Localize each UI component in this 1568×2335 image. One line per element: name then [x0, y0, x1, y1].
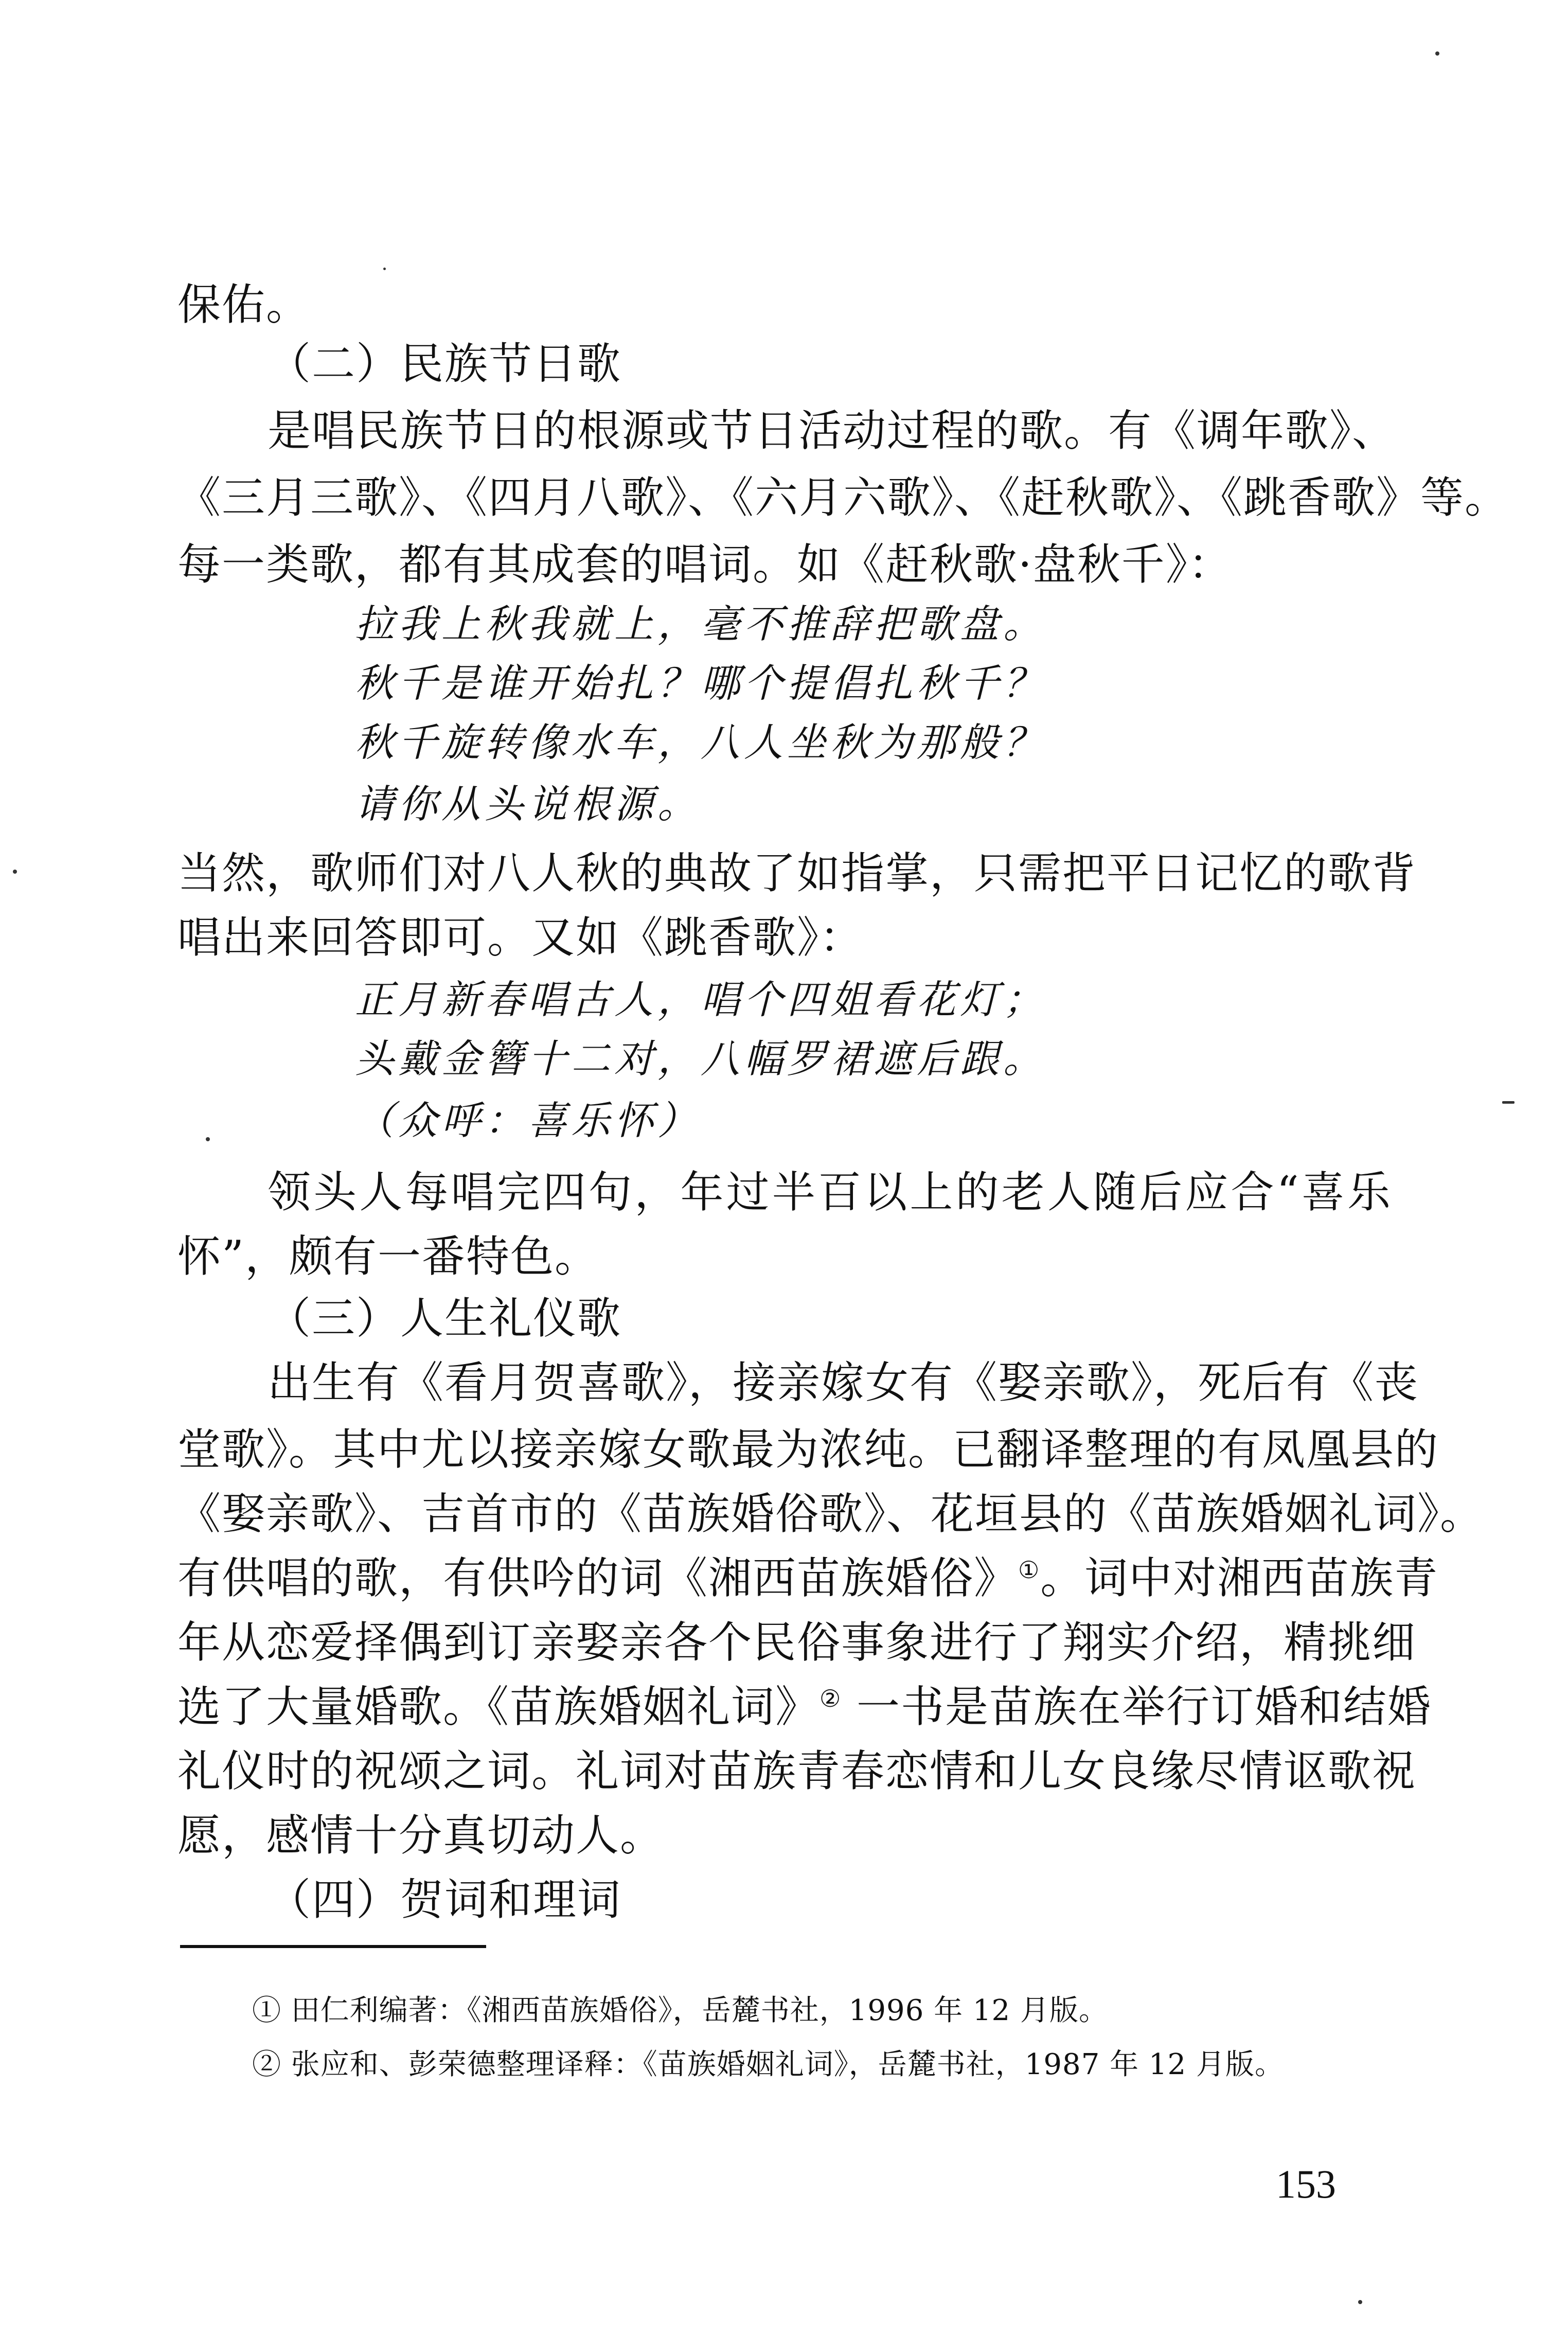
- scan-speck: [1435, 51, 1439, 56]
- paragraph-line: 年从恋爱择偶到订亲娶亲各个民俗事象进行了翔实介绍，精挑细: [177, 1617, 1417, 1668]
- page-number: 153: [1276, 2162, 1336, 2206]
- text-fragment: 有供唱的歌，有供吟的词《湘西苗族婚俗》: [177, 1553, 1019, 1603]
- paragraph-line: 出生有《看月贺喜歌》，接亲嫁女有《娶亲歌》，死后有《丧: [268, 1357, 1419, 1408]
- poem-line: 拉我上秋我就上，毫不推辞把歌盘。: [355, 601, 1046, 647]
- paragraph-line: 当然，歌师们对八人秋的典故了如指掌，只需把平日记忆的歌背: [177, 848, 1417, 898]
- poem-line: 请你从头说根源。: [355, 781, 701, 827]
- paragraph-line: 礼仪时的祝颂之词。礼词对苗族青春恋情和儿女良缘尽情讴歌祝: [177, 1746, 1417, 1796]
- footnote-1: ① 田仁利编著：《湘西苗族婚俗》，岳麓书社，1996 年 12 月版。: [252, 1994, 1108, 2027]
- scan-speck: [206, 1137, 210, 1141]
- section-heading-festival-songs: （二）民族节日歌: [268, 339, 622, 389]
- scan-speck: [13, 870, 17, 874]
- text-fragment: 一书是苗族在举行订婚和结婚: [842, 1682, 1432, 1732]
- poem-line: 秋千旋转像水车，八人坐秋为那般？: [355, 719, 1046, 765]
- paragraph-line: 堂歌》。其中尤以接亲嫁女歌最为浓纯。已翻译整理的有凤凰县的: [177, 1424, 1439, 1475]
- paragraph-line: 愿，感情十分真切动人。: [177, 1810, 665, 1861]
- intro-line: 保佑。: [177, 279, 311, 330]
- poem-line: （众呼：喜乐怀）: [355, 1098, 701, 1143]
- paragraph-line: 领头人每唱完四句，年过半百以上的老人随后应合“喜乐: [268, 1167, 1392, 1217]
- footnote-ref-1[interactable]: ①: [1018, 1556, 1041, 1584]
- paragraph-line-with-note: [177, 1553, 1439, 1603]
- footnote-divider: [180, 1945, 486, 1948]
- paragraph-line: 《三月三歌》、《四月八歌》、《六月六歌》、《赶秋歌》、《跳香歌》等。: [177, 472, 1509, 523]
- section-heading-life-ritual-songs: （三）人生礼仪歌: [268, 1293, 622, 1343]
- footnote-ref-2[interactable]: ②: [819, 1685, 842, 1712]
- scan-speck: [383, 268, 386, 270]
- poem-line: 头戴金簪十二对，八幅罗裙遮后跟。: [355, 1036, 1046, 1082]
- poem-line: 正月新春唱古人，唱个四姐看花灯；: [355, 977, 1046, 1022]
- paragraph-line: 是唱民族节日的根源或节日活动过程的歌。有《调年歌》、: [268, 405, 1397, 456]
- paragraph-line: 《娶亲歌》、吉首市的《苗族婚俗歌》、花垣县的《苗族婚姻礼词》。: [177, 1489, 1485, 1539]
- scan-speck: [1502, 1101, 1514, 1104]
- paragraph-line-with-note: [177, 1682, 1432, 1732]
- paragraph-line: 每一类歌，都有其成套的唱词。如《赶秋歌·盘秋千》：: [177, 539, 1233, 590]
- paragraph-line: 唱出来回答即可。又如《跳香歌》：: [177, 912, 864, 963]
- footnote-2: ② 张应和、彭荣德整理译释：《苗族婚姻礼词》，岳麓书社，1987 年 12 月版。: [252, 2048, 1284, 2081]
- section-heading-greetings: （四）贺词和理词: [268, 1874, 622, 1925]
- text-fragment: 选了大量婚歌。《苗族婚姻礼词》: [177, 1682, 820, 1732]
- text-fragment: 。词中对湘西苗族青: [1040, 1553, 1439, 1603]
- paragraph-line: 怀”，颇有一番特色。: [177, 1231, 599, 1282]
- scan-speck: [1358, 2300, 1362, 2304]
- poem-line: 秋千是谁开始扎？哪个提倡扎秋千？: [355, 660, 1046, 706]
